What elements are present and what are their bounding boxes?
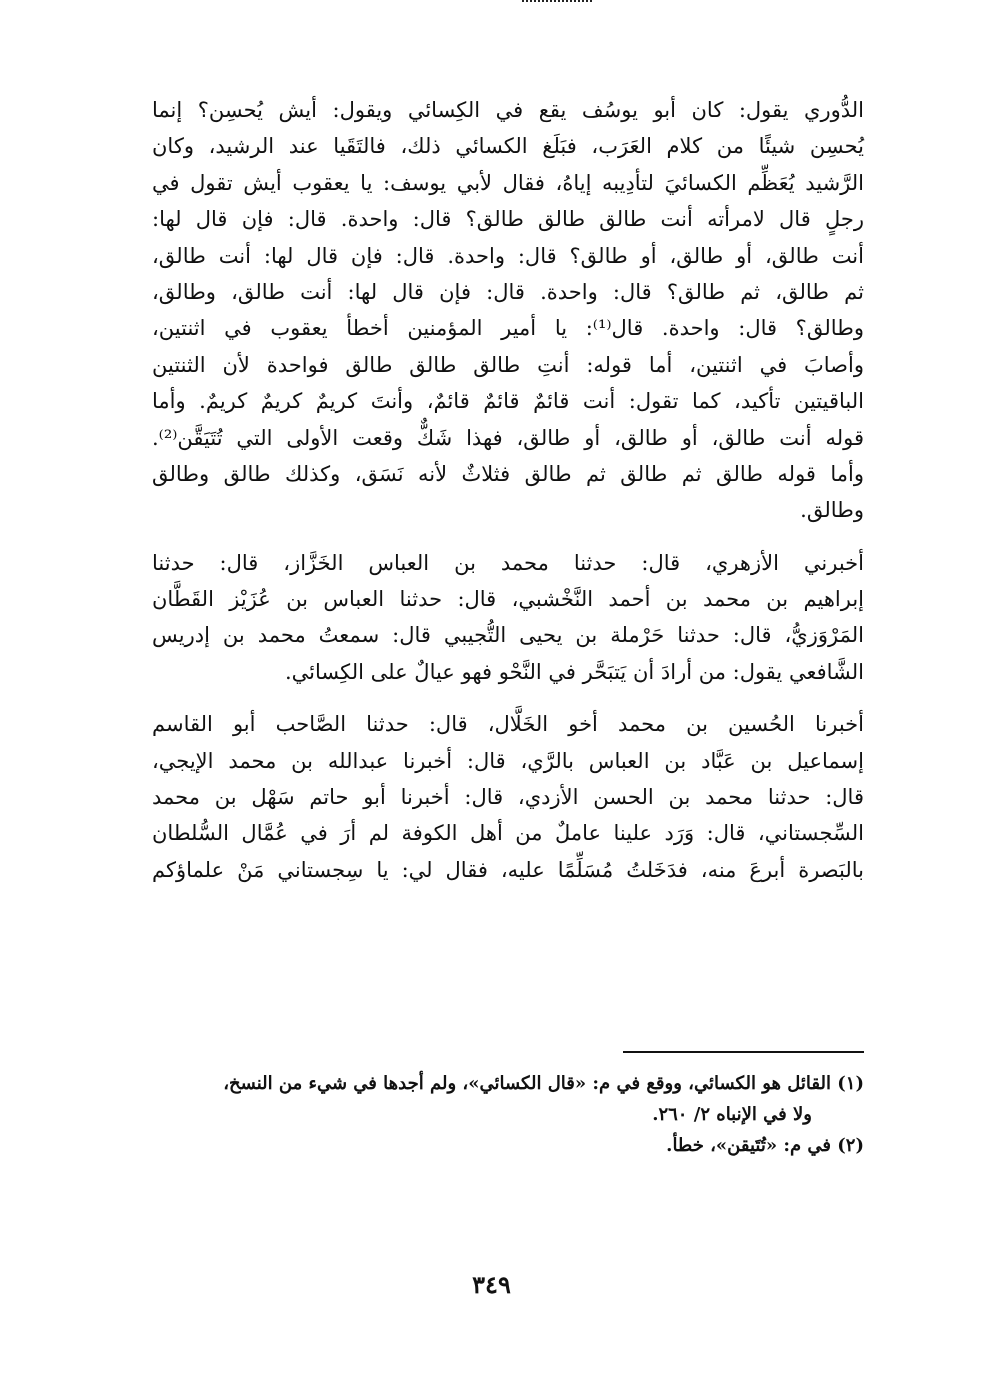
text-line: وطالق؟ قال: واحدة. قال⁽¹⁾: يا أمير المؤمنين أخطأ يعقوب في اثنتين، (152, 316, 864, 341)
page-body (152, 92, 864, 888)
text-line: الرَّشيد يُعَظِّم الكسائيَ لتأدِيبه إياهُ، فقال لأبي يوسف: يا يعقوب أيش تقول في (152, 170, 864, 195)
page-number: ٣٤٩ (472, 1270, 511, 1299)
text-line: أخبرني الأزهري، قال: حدثنا محمد بن العباس الخَزَّاز، قال: حدثنا (152, 550, 864, 575)
paragraph-3 (152, 706, 864, 888)
text-line: وأما قوله طالق ثم طالق ثم طالق فثلاثٌ لأنه نَسَق، وكذلك طالق وطالق (152, 461, 864, 486)
text-line: الباقيتين تأكيد، كما تقول: أنت قائمٌ قائمٌ قائمٌ، وأنتَ كريمٌ كريمٌ كريمٌ. وأما (152, 389, 864, 414)
text-line: بالبَصرة أبرعَ منه، فدَخَلتُ مُسَلِّمًا عليه، فقال لي: يا سِجستاني مَنْ علماؤكم (152, 857, 864, 882)
text-line: ثم طالق، ثم طالق؟ قال: واحدة. قال: فإن قال لها: أنت طالق، وطالق، (152, 279, 864, 304)
paragraph-1 (152, 92, 864, 529)
text-line: وطالق. (800, 498, 864, 523)
text-line: وأصابَ في اثنتين، أما قوله: أنتِ طالق طالق طالق فواحدة لأن الثنتين (152, 352, 864, 377)
text-line: قال: حدثنا محمد بن الحسن الأزدي، قال: أخبرنا أبو حاتم سَهْل بن محمد (152, 785, 864, 810)
paragraph-2 (152, 545, 864, 691)
text-line: قوله أنت طالق، أو طالق، أو طالق، فهذا شَكٌّ وقعت الأولى التي تُتَيَقَّن⁽²⁾. (152, 425, 864, 450)
text-line: السِّجستاني، قال: وَرَد علينا عاملٌ من أهل الكوفة لم أرَ في عُمَّال السُّلطان (152, 821, 864, 846)
text-line: إسماعيل بن عَبَّاد بن العباس بالرَّي، قال: أخبرنا عبدالله بن محمد الإيجي، (152, 748, 864, 773)
footnote-1: (١) القائل هو الكسائي، ووقع في م: «قال الكسائي»، ولم أجدها في شيء من النسخ، (223, 1073, 864, 1094)
footnote-1-continued: ولا في الإنباه ٢/ ٢٦٠. (652, 1104, 812, 1125)
footnote-2: (٢) في م: «تُتَيقن»، خطأ. (666, 1135, 864, 1156)
text-line: الدُّوري يقول: كان أبو يوسُف يقع في الكِسائي ويقول: أيش يُحسِن؟ إنما (152, 98, 864, 122)
footnote-divider (623, 1051, 864, 1053)
text-line: الشَّافعي يقول: من أرادَ أن يَتبَحَّر في النَّحْو فهو عيالٌ على الكِسائي. (284, 659, 864, 684)
text-line: أنت طالق، أو طالق، أو طالق؟ قال: واحدة. قال: فإن قال لها: أنت طالق، (152, 243, 864, 268)
text-line: يُحسِن شيئًا من كلام العَرَب، فبَلَغ الكسائي ذلك، فالتَقَيا عند الرشيد، وكان (152, 134, 864, 159)
text-line: إبراهيم بن محمد بن أحمد النَّخْشبي، قال: حدثنا العباس بن عُزَيْز القَطَّان (152, 587, 864, 612)
scan-mark (522, 0, 592, 8)
text-line: رجلٍ قال لامرأته أنت طالق طالق طالق؟ قال: واحدة. قال: فإن قال لها: (152, 207, 864, 232)
text-line: المَرْوَزيُّ، قال: حدثنا حَرْملة بن يحيى التُّجيبي قال: سمعتُ محمد بن إدريس (152, 623, 864, 648)
text-line: أخبرنا الحُسين بن محمد أخو الخَلَّال، قال: حدثنا الصَّاحب أبو القاسم (152, 712, 864, 737)
footnotes (152, 1068, 864, 1161)
